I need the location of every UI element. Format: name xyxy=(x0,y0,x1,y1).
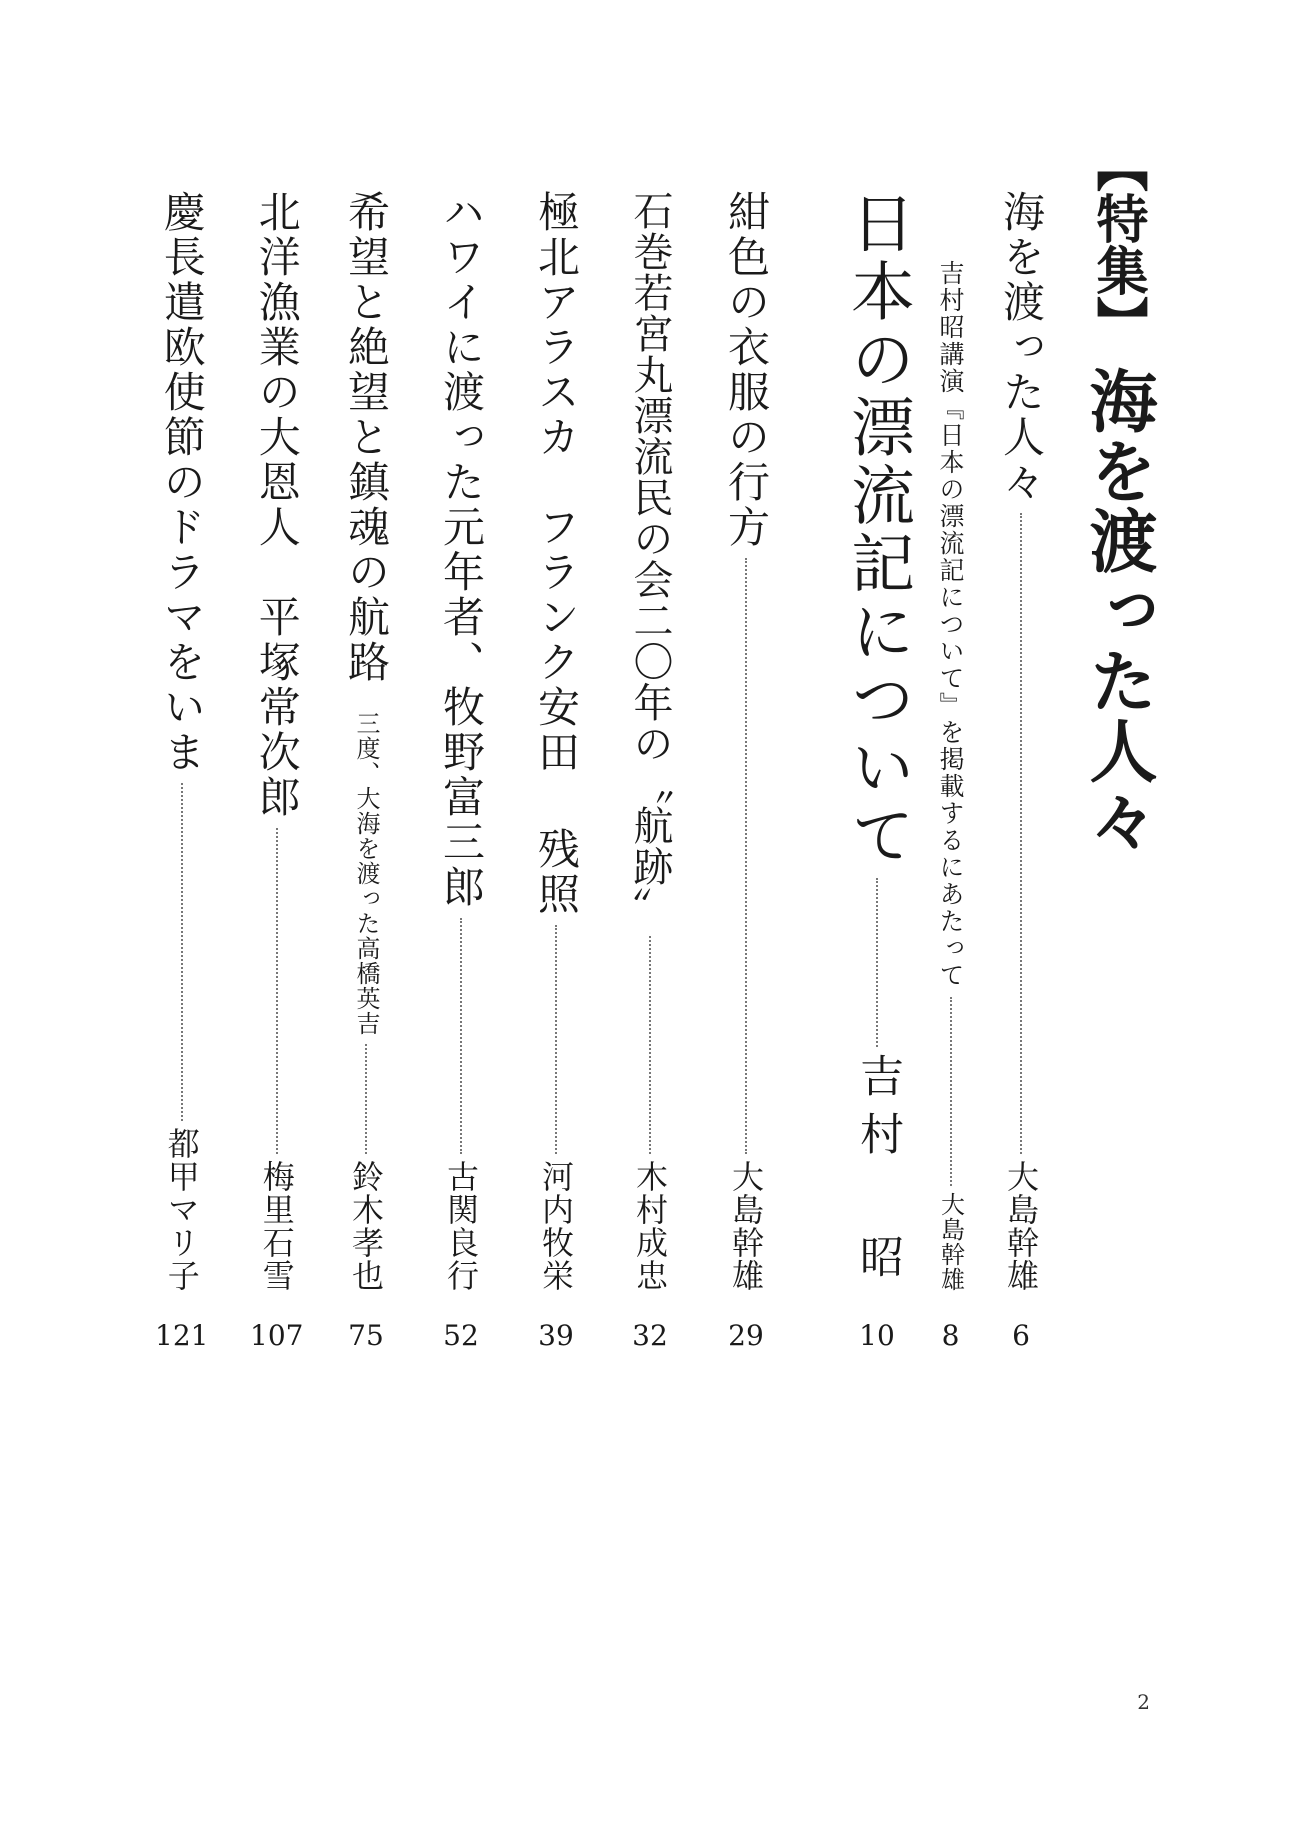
entry-author: 大島幹雄 xyxy=(1002,1160,1040,1292)
entry-page: 52 xyxy=(443,1319,479,1352)
entry-author: 鈴木孝也 xyxy=(347,1160,385,1292)
feature-heading xyxy=(1078,140,1157,856)
dotted-leader xyxy=(181,783,183,1121)
entry-title: 日本の漂流記について xyxy=(840,190,914,870)
entry-title: ハワイに渡った元年者、牧野富三郎 xyxy=(437,190,486,910)
dotted-leader xyxy=(1020,513,1022,1154)
entry-page: 32 xyxy=(632,1319,668,1352)
toc-entry[interactable] xyxy=(532,190,581,1352)
dotted-leader xyxy=(876,878,878,1047)
toc-entry[interactable] xyxy=(155,190,208,1350)
entry-title: 紺色の衣服の行方 xyxy=(722,190,771,550)
toc-entry[interactable] xyxy=(437,190,486,1352)
entry-page: 6 xyxy=(1012,1319,1030,1352)
entry-page: 107 xyxy=(250,1319,304,1352)
entry-page: 29 xyxy=(728,1319,764,1352)
entry-title: 北洋漁業の大恩人 平塚常次郎 xyxy=(252,190,302,820)
toc-entry[interactable] xyxy=(250,190,303,1350)
toc-entry[interactable] xyxy=(997,190,1046,1352)
toc-entry[interactable] xyxy=(840,190,914,1352)
entry-title: 石巻若宮丸漂流民の会二〇年の〝航跡〟 xyxy=(627,190,673,928)
toc-entry[interactable] xyxy=(722,190,771,1352)
entry-title: 吉村昭講演『日本の漂流記について』を掲載するにあたって xyxy=(936,260,965,989)
entry-title: 海を渡った人々 xyxy=(997,190,1046,505)
entry-page: 121 xyxy=(155,1319,209,1352)
entry-page: 75 xyxy=(348,1319,384,1352)
page-number: 2 xyxy=(1137,1690,1150,1714)
entry-author: 河内牧栄 xyxy=(537,1160,575,1292)
entry-page: 8 xyxy=(941,1319,960,1352)
entry-page: 10 xyxy=(859,1319,895,1352)
entry-author: 梅里石雪 xyxy=(257,1160,296,1292)
entry-author: 大島幹雄 xyxy=(727,1160,765,1292)
entry-author: 吉村 昭 xyxy=(852,1053,903,1292)
dotted-leader xyxy=(649,936,651,1154)
dotted-leader xyxy=(745,558,747,1154)
dotted-leader xyxy=(555,925,557,1154)
entry-title: 希望と絶望と鎮魂の航路 xyxy=(342,190,391,685)
toc-entry[interactable] xyxy=(627,190,673,1352)
entry-author: 都甲マリ子 xyxy=(162,1127,201,1292)
feature-label: 【特集】 xyxy=(1087,140,1147,348)
entry-title: 極北アラスカ フランク安田 残照 xyxy=(532,190,581,917)
dotted-leader xyxy=(950,997,952,1186)
entry-author: 古関良行 xyxy=(442,1160,480,1292)
entry-author: 大島幹雄 xyxy=(936,1192,965,1292)
dotted-leader xyxy=(460,918,462,1154)
dotted-leader xyxy=(365,1044,367,1154)
dotted-leader xyxy=(276,828,278,1154)
feature-title: 海を渡った人々 xyxy=(1078,366,1157,856)
entry-subtitle: 三度、大海を渡った高橋英吉 xyxy=(352,711,380,1036)
toc-entry[interactable] xyxy=(938,260,963,1350)
toc-entry[interactable] xyxy=(342,190,391,1352)
entry-title: 慶長遣欧使節のドラマをいま xyxy=(157,190,207,775)
entry-author: 木村成忠 xyxy=(631,1160,669,1292)
entry-page: 39 xyxy=(538,1319,574,1352)
